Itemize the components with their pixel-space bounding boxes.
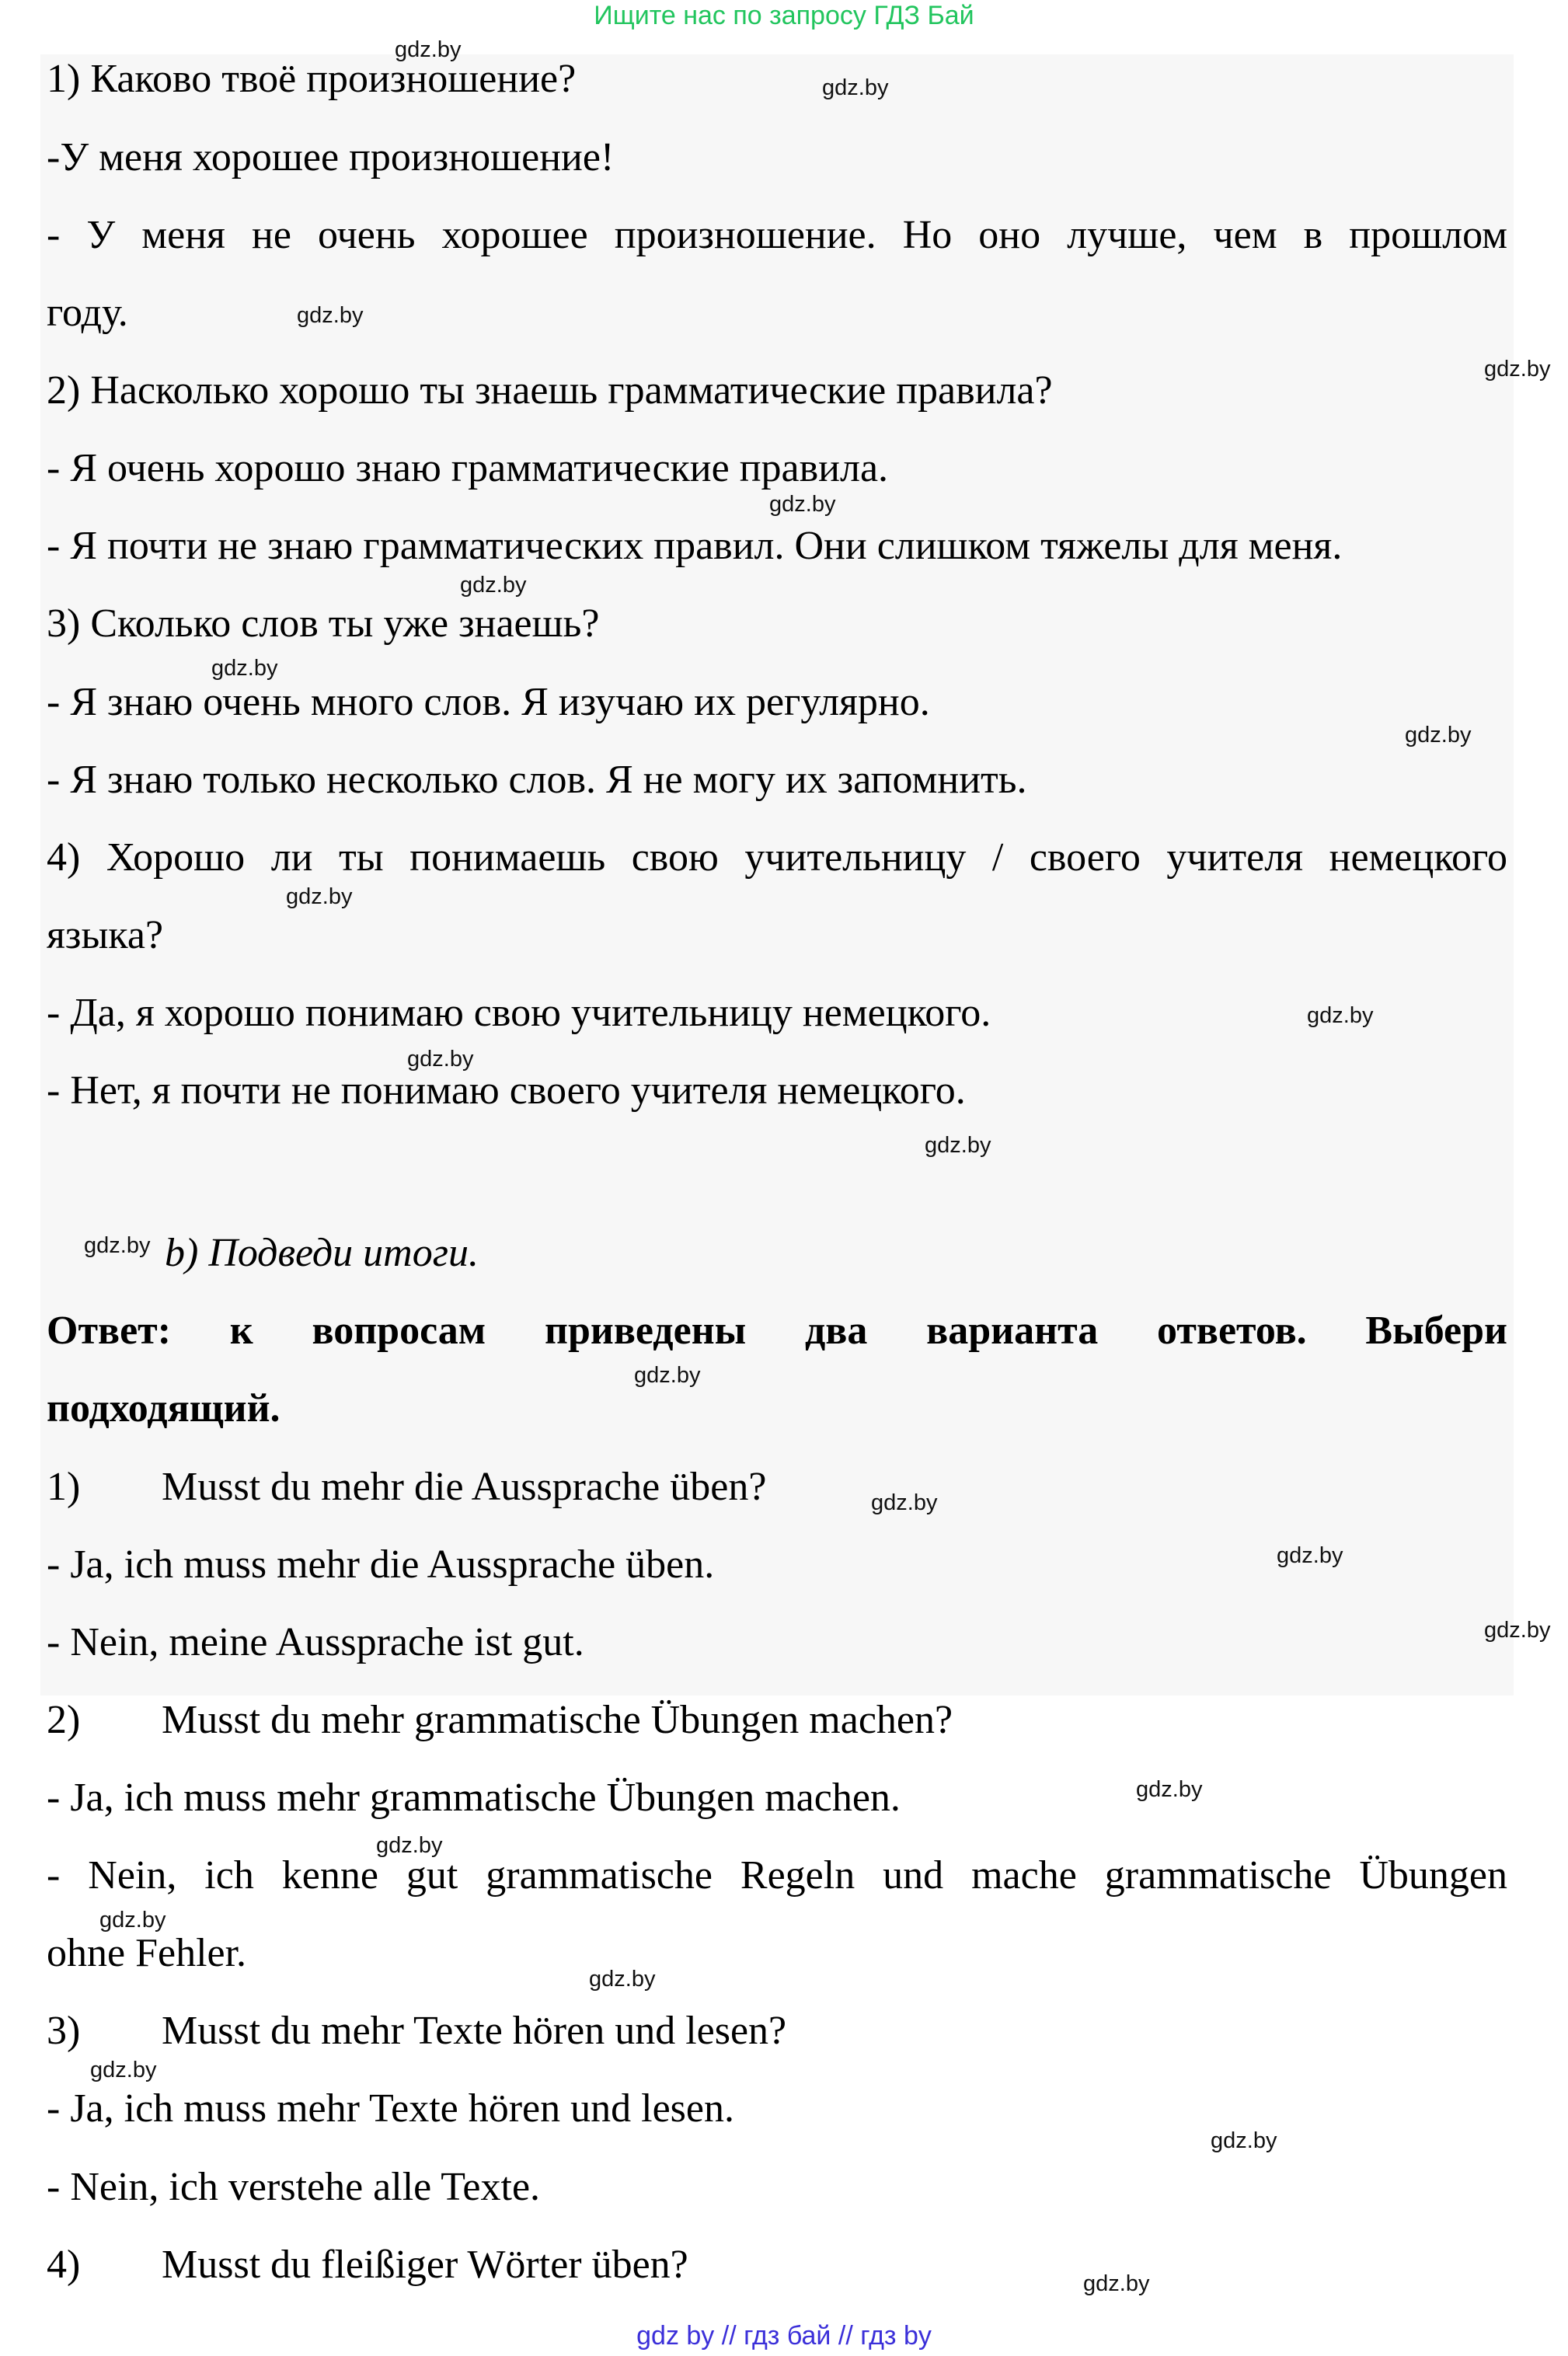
watermark: gdz.by (376, 1833, 443, 1858)
watermark: gdz.by (99, 1908, 166, 1933)
watermark: gdz.by (395, 37, 462, 62)
german-question-3 (47, 2008, 1507, 2055)
german-answer-3a: - Ja, ich muss mehr Texte hören und lesen. (47, 2086, 734, 2131)
answer-3b: - Я знаю только несколько слов. Я не могу их запомнить. (47, 758, 1027, 802)
watermark: gdz.by (1484, 357, 1551, 382)
question-2: 2) Насколько хорошо ты знаешь грамматические правила? (47, 368, 1053, 413)
answer-1b-line1: - У меня не очень хорошее произношение. Но оно лучше, чем в прошлом (47, 213, 1507, 257)
watermark: gdz.by (871, 1490, 938, 1515)
watermark: gdz.by (286, 884, 353, 909)
watermark: gdz.by (84, 1233, 151, 1258)
watermark: gdz.by (407, 1047, 474, 1072)
footer-links[interactable]: gdz by // гдз бай // гдз by (636, 2321, 932, 2351)
german-answer-2b-line1: - Nein, ich kenne gut grammatische Regeln und mache grammatische Übungen (47, 1853, 1507, 1898)
german-question-text: Musst du mehr grammatische Übungen machen? (162, 1698, 953, 1742)
answer-1a: -У меня хорошее произношение! (47, 135, 615, 179)
german-question-text: Musst du fleißiger Wörter üben? (162, 2243, 688, 2287)
watermark: gdz.by (1484, 1618, 1551, 1643)
watermark: gdz.by (589, 1967, 656, 1992)
answer-2a: - Я очень хорошо знаю грамматические правила. (47, 446, 889, 490)
answer-note-line1: Ответ: к вопросам приведены два варианта ответов. Выбери (47, 1309, 1507, 1353)
watermark: gdz.by (822, 75, 889, 100)
top-banner[interactable]: Ищите нас по запросу ГДЗ Бай (594, 1, 974, 30)
german-answer-1b: - Nein, meine Aussprache ist gut. (47, 1620, 584, 1664)
watermark: gdz.by (460, 573, 527, 598)
answer-4a: - Да, я хорошо понимаю свою учительницу немецкого. (47, 991, 991, 1035)
watermark: gdz.by (1307, 1003, 1374, 1028)
german-question-1 (47, 1464, 1507, 1511)
german-question-4 (47, 2242, 1507, 2288)
watermark: gdz.by (925, 1133, 991, 1158)
answer-note-line2: подходящий. (47, 1386, 280, 1431)
question-4-line2: языка? (47, 913, 164, 957)
german-answer-2a: - Ja, ich muss mehr grammatische Übungen machen. (47, 1776, 901, 1820)
question-4-line1: 4) Хорошо ли ты понимаешь свою учительницу / своего учителя немецкого (47, 835, 1507, 880)
german-answer-1a: - Ja, ich muss mehr die Aussprache üben. (47, 1542, 715, 1587)
german-answer-3b: - Nein, ich verstehe alle Texte. (47, 2165, 541, 2209)
watermark: gdz.by (1083, 2271, 1150, 2296)
german-answer-2b-line2: ohne Fehler. (47, 1931, 247, 1975)
item-number: 1) (47, 1465, 81, 1509)
german-question-text: Musst du mehr Texte hören und lesen? (162, 2009, 787, 2053)
watermark: gdz.by (1211, 2128, 1277, 2153)
answer-2b: - Я почти не знаю грамматических правил. Они слишком тяжелы для меня. (47, 524, 1343, 568)
watermark: gdz.by (1136, 1777, 1203, 1802)
answer-3a: - Я знаю очень много слов. Я изучаю их регулярно. (47, 680, 930, 724)
watermark: gdz.by (211, 656, 278, 681)
task-b-heading: b) Подведи итоги. (165, 1231, 479, 1275)
german-question-text: Musst du mehr die Aussprache üben? (162, 1465, 767, 1509)
watermark: gdz.by (1405, 723, 1472, 748)
watermark: gdz.by (297, 303, 364, 328)
german-question-2 (47, 1697, 1507, 1744)
question-1: 1) Каково твоё произношение? (47, 57, 577, 101)
watermark: gdz.by (1277, 1543, 1343, 1568)
item-number: 2) (47, 1698, 81, 1742)
item-number: 4) (47, 2243, 81, 2287)
answer-4b: - Нет, я почти не понимаю своего учителя немецкого. (47, 1068, 966, 1113)
question-3: 3) Сколько слов ты уже знаешь? (47, 601, 600, 646)
watermark: gdz.by (90, 2058, 157, 2082)
watermark: gdz.by (634, 1363, 701, 1388)
answer-1b-line2: году. (47, 291, 128, 335)
item-number: 3) (47, 2009, 81, 2053)
watermark: gdz.by (769, 492, 836, 517)
